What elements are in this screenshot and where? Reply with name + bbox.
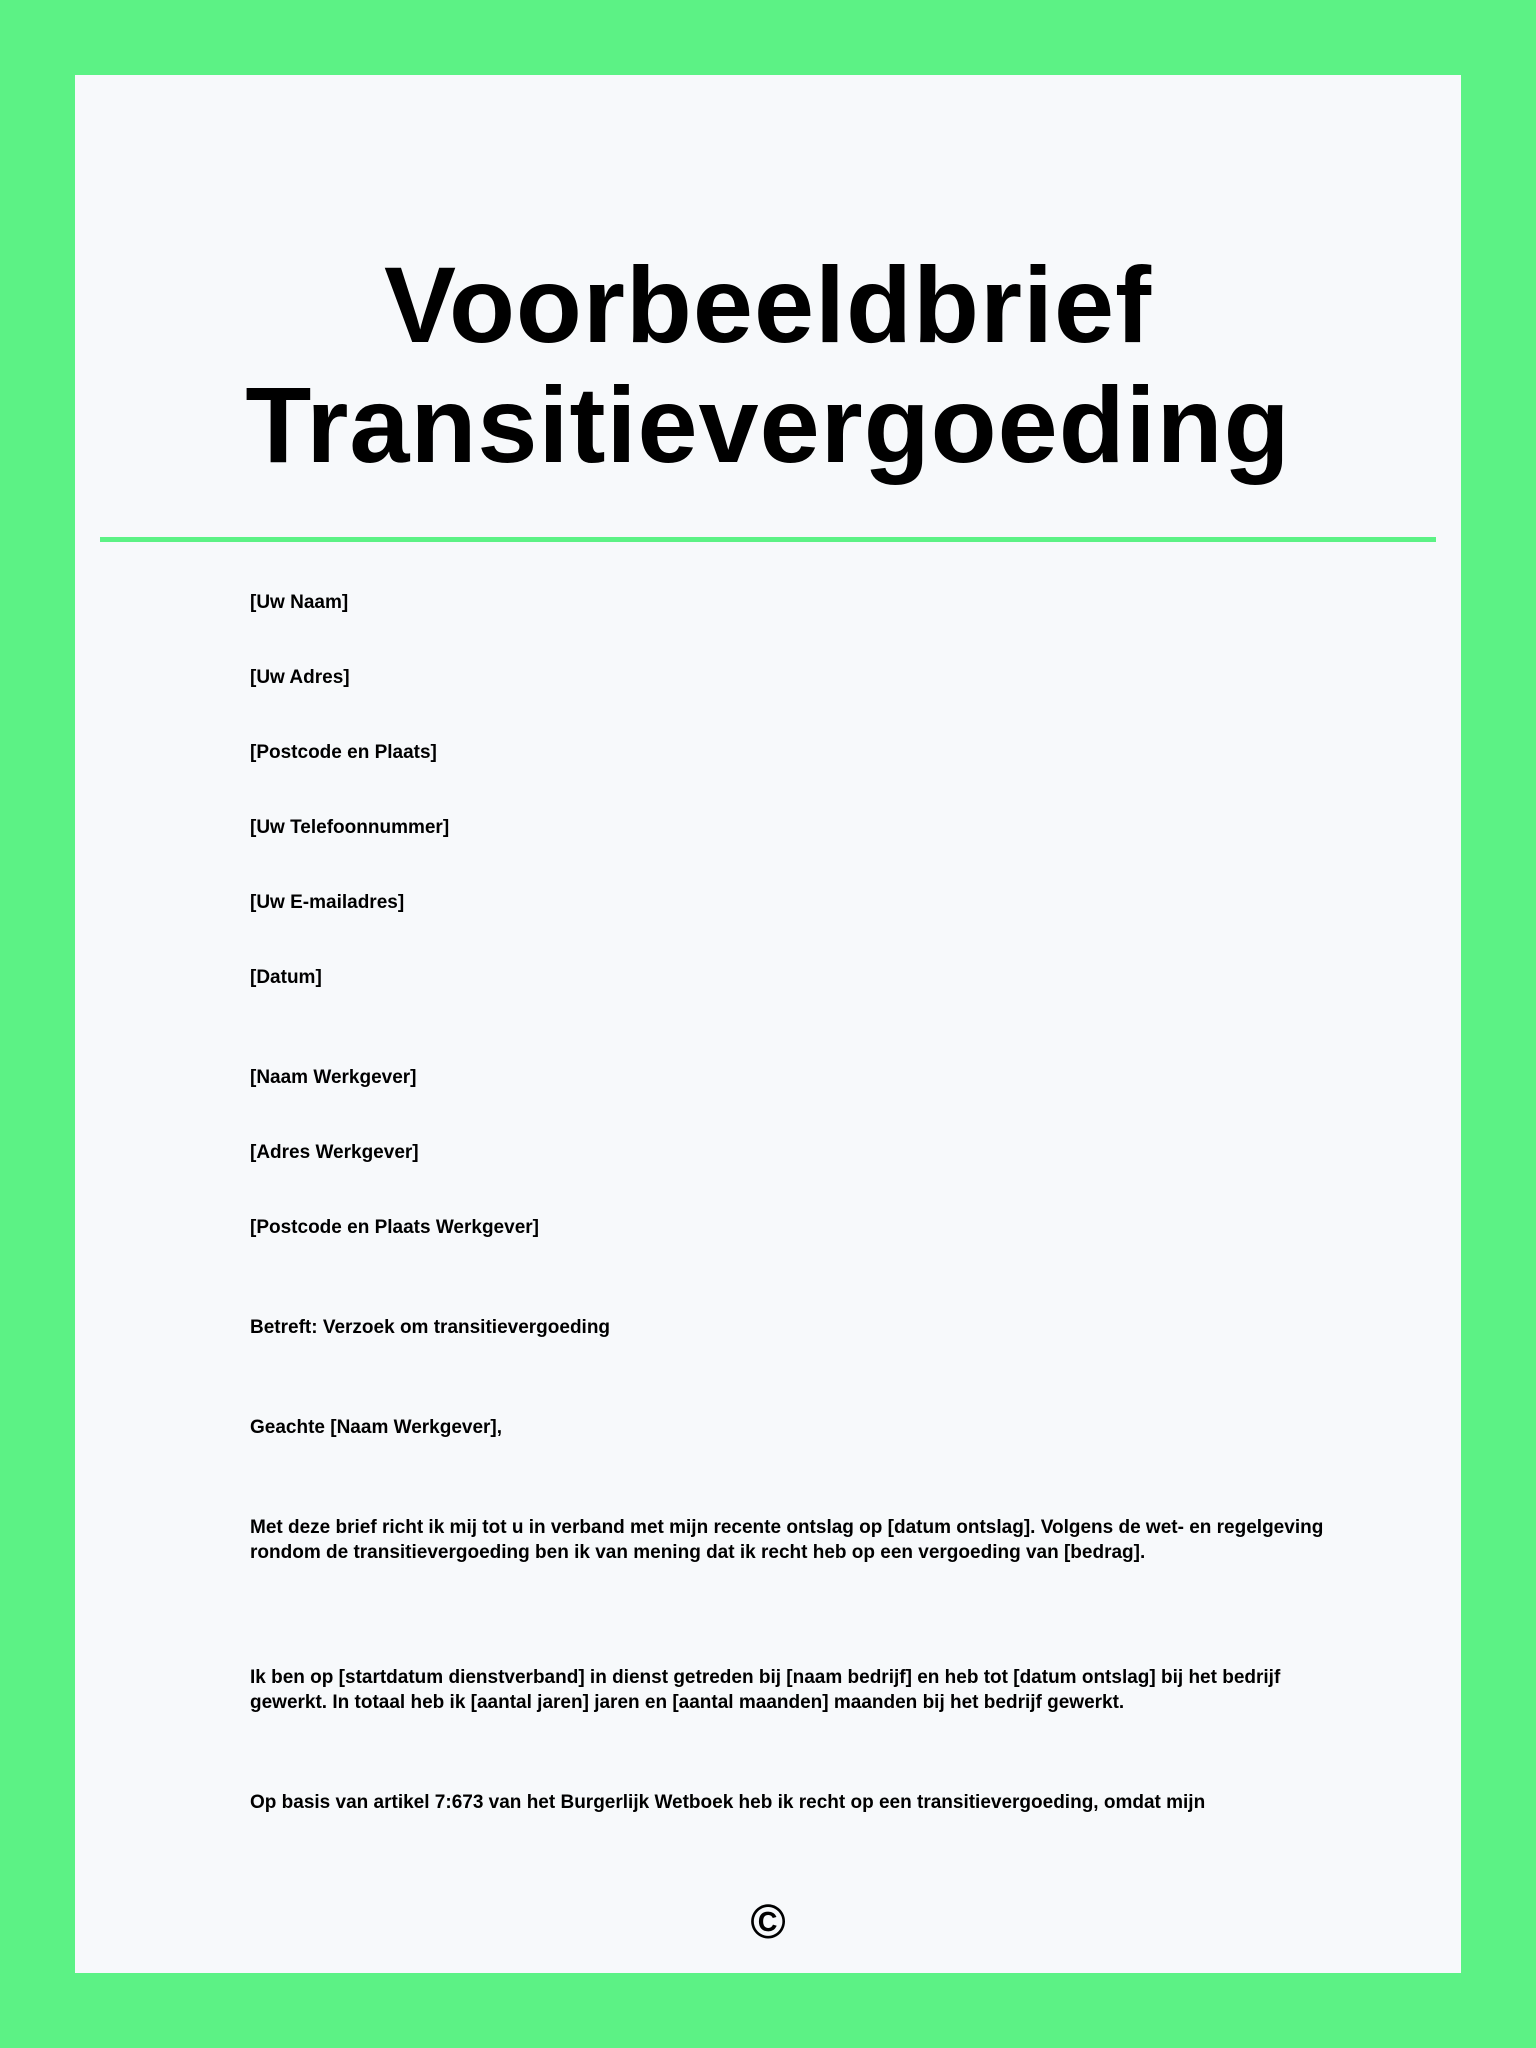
subject-line: Betreft: Verzoek om transitievergoeding [250, 1317, 611, 1338]
copyright-icon: © [750, 1896, 786, 1949]
recipient-address: [Adres Werkgever] [250, 1142, 419, 1163]
recipient-name: [Naam Werkgever] [250, 1067, 417, 1088]
recipient-postcode-city: [Postcode en Plaats Werkgever] [250, 1217, 539, 1238]
salutation: Geachte [Naam Werkgever], [250, 1417, 503, 1438]
paragraph-3: Op basis van artikel 7:673 van het Burgerlijk Wetboek heb ik recht op een transitievergoeding, omdat mijn [250, 1792, 1206, 1813]
page-title: Voorbeeldbrief Transitievergoeding [245, 244, 1291, 485]
title-divider [100, 537, 1436, 542]
paragraph-2: Ik ben op [startdatum dienstverband] in dienst getreden bij [naam bedrijf] en heb tot [datum ontslag] bij het bedrijf gewerkt. In totaal heb ik [aantal jaren] jaren en [aantal maanden] maanden bij het bedrijf gewerkt. [250, 1667, 1281, 1713]
sender-postcode-city: [Postcode en Plaats] [250, 742, 437, 763]
sender-email: [Uw E-mailadres] [250, 892, 405, 913]
letter-date: [Datum] [250, 967, 322, 988]
paragraph-1: Met deze brief richt ik mij tot u in verband met mijn recente ontslag op [datum ontslag]. Volgens de wet- en regelgeving rondom de transitievergoeding ben ik van mening dat ik recht heb op een vergoeding van [bedrag]. [250, 1517, 1324, 1563]
sender-phone: [Uw Telefoonnummer] [250, 817, 450, 838]
letter-page [75, 75, 1461, 1973]
sender-address: [Uw Adres] [250, 667, 350, 688]
sender-name: [Uw Naam] [250, 592, 349, 613]
